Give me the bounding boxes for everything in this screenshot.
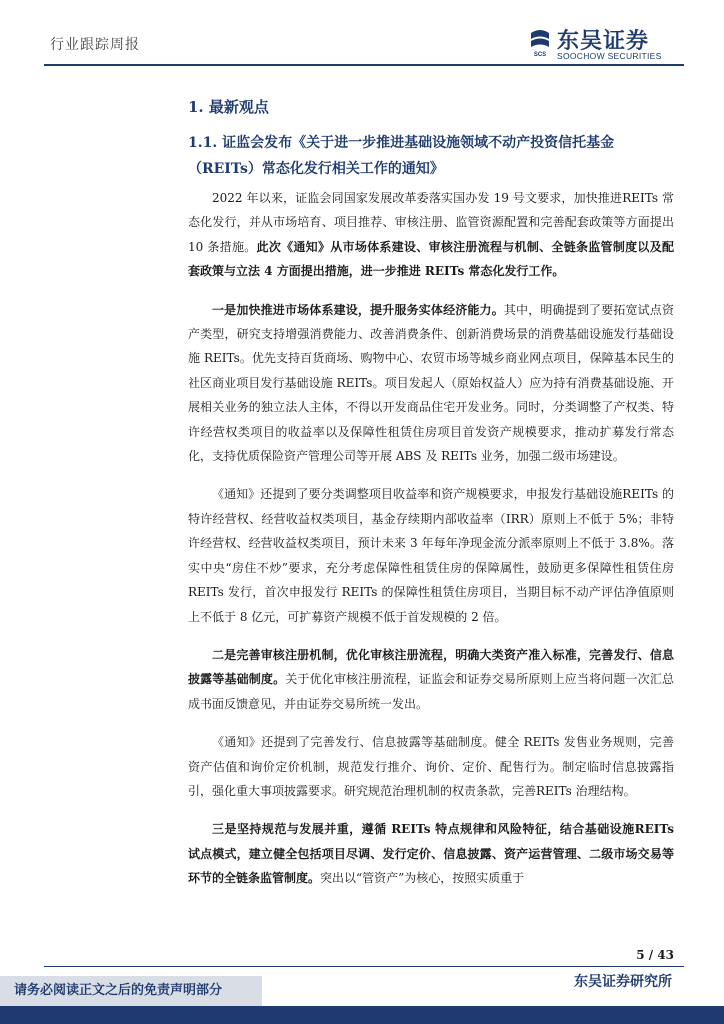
paragraph-text: 关于优化审核注册流程，证监会和证券交易所原则上应当将问题一次汇总成书面反馈意见，并由证券交易所统一发出。	[188, 672, 674, 711]
paragraph-text: 《通知》还提到了要分类调整项目收益率和资产规模要求，申报发行基础设施REITs 的特许经营权、经营收益权类项目，基金存续期内部收益率（IRR）原则上不低于 5%；非特许经营权、经营收益权类项目，预计未来 3 年每年净现金流分派率原则上不低于 3.8%。落实中央“房住不炒”要求，充分考虑保障性租赁住房的保障属性，鼓励更多保障性租赁住房 REITs 发行，首次申报发行 REITs 的保障性租赁住房项目，当期目标不动产评估净值原则上不低于 8 亿元，可扩募资产规模不低于首发规模的 2 倍。	[188, 487, 674, 624]
company-logo	[527, 25, 677, 61]
paragraph-text: 其中，明确提到了要拓宽试点资产类型，研究支持增强消费能力、改善消费条件、创新消费场景的消费基础设施发行基础设施 REITs。优先支持百货商场、购物中心、农贸市场等城乡商业网点项目，保障基本民生的社区商业项目发行基础设施 REITs。项目发起人（原始权益人）应为持有消费基础设施、开展相关业务的独立法人主体，不得以开发商品住宅开发业务。同时，分类调整了产权类、特许经营权类项目的收益率以及保障性租赁住房项目首发资产规模要求，推动扩募发行常态化，支持优质保险资产管理公司等开展 ABS 及 REITs 业务，加强二级市场建设。	[188, 302, 674, 464]
report-type-label: 行业跟踪周报	[50, 37, 140, 53]
research-institute-name: 东吴证券研究所	[574, 974, 672, 990]
paragraph	[188, 730, 674, 803]
paragraph	[188, 482, 674, 628]
paragraph-bold-text: 一是加快推进市场体系建设，提升服务实体经济能力。	[212, 302, 504, 317]
footer-bar	[0, 1006, 724, 1024]
paragraph-bold-text: 三是坚持规范与发展并重，遵循 REITs 特点规律和风险特征，结合基础设施REITs 试点模式，建立健全包括项目尽调、发行定价、信息披露、资产运营管理、二级市场交易等环节的全链条监管制度。	[188, 822, 674, 886]
paragraph-text: 2022 年以来，证监会同国家发展改革委落实国办发 19 号文要求，加快推进REITs 常态化发行，并从市场培育、项目推荐、审核注册、监管资源配置和完善配套政策等方面提出 10 条措施。	[188, 191, 674, 254]
paragraph-bold-text: 此次《通知》从市场体系建设、审核注册流程与机制、全链条监管制度以及配套政策与立法 4 方面提出措施，进一步推进 REITs 常态化发行工作。	[188, 239, 674, 279]
main-content	[188, 90, 674, 891]
company-name-cn: 东吴证券	[557, 29, 650, 54]
company-name-en: SOOCHOW SECURITIES	[557, 51, 662, 61]
page-number: 5 / 43	[636, 948, 674, 962]
logo-mark-text: SCS	[533, 52, 547, 57]
paragraph-text: 突出以“管资产”为核心，按照实质重于	[320, 871, 525, 886]
paragraph	[188, 298, 674, 469]
paragraph	[188, 186, 674, 284]
paragraph	[188, 817, 674, 890]
company-logo-mark-icon	[527, 27, 553, 57]
header-divider	[44, 64, 684, 66]
subsection-heading: 1.1. 证监会发布《关于进一步推进基础设施领域不动产投资信托基金（REITs）常态化发行相关工作的通知》	[188, 135, 615, 177]
paragraph-bold-text: 二是完善审核注册机制，优化审核注册流程，明确大类资产准入标准，完善发行、信息披露等基础制度。	[188, 647, 674, 687]
footer-divider	[44, 966, 684, 967]
section-heading: 1. 最新观点	[188, 98, 269, 116]
paragraph	[188, 643, 674, 716]
paragraph-text: 《通知》还提到了完善发行、信息披露等基础制度。健全 REITs 发售业务规则，完善资产估值和询价定价机制，规范发行推介、询价、定价、配售行为。制定临时信息披露指引，强化重大事项披露要求。研究规范治理机制的权责条款，完善REITs 治理结构。	[188, 735, 674, 798]
disclaimer-notice: 请务必阅读正文之后的免责声明部分	[0, 976, 262, 1006]
